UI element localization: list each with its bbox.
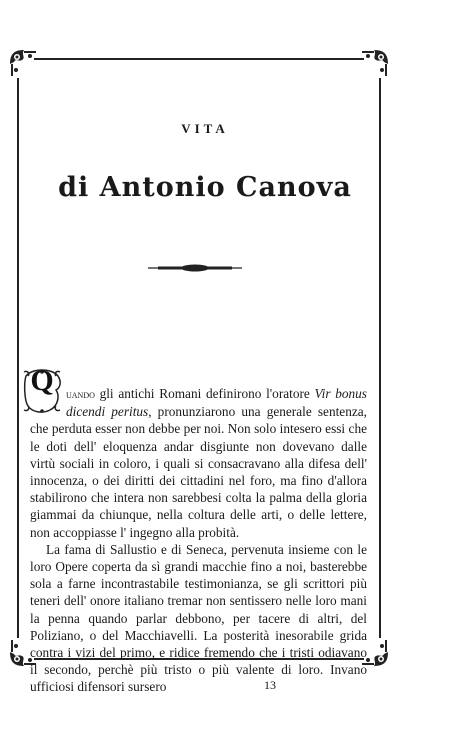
section-label: VITA: [181, 121, 229, 136]
page-title: di Antonio Canova: [58, 172, 352, 203]
ornamental-rule-icon: [148, 262, 242, 274]
paragraph-2: La fama di Sallustio e di Seneca, pervenuta insieme con le loro Opere coperta da sì grandi macchie fino a noi, basterebbe sola a farne incontrastabile testimonianza, se gli scrittori più teneri dell' onore italiano tremar non sentissero nelle loro mani la penna quando parlar debbono, per tacere di altri, del Poliziano, o del Macchiavelli. La posterità inesorabile grida contra i vizi del primo, e ridice fremendo che i tristi odiavano il secondo, perchè più tristo o più valente di loro. Invano ufficiosi difensori sursero: [30, 541, 367, 695]
drop-cap-continuation: uando: [66, 387, 95, 401]
border-left-line: [17, 78, 19, 638]
paragraph-1-start: gli antichi Romani definirono l'oratore: [94, 386, 315, 401]
paragraph-1-rest: , pronunziarono una generale sentenza, che perduta esser non debbe per noi. Non solo intesero essi che le doti dell' eloquenza andar disgiunte non dovevano dalle virtù sociali in coloro, i quali si consacravano alla difesa dell' innocenza, o dei diritti dei cittadini nel foro, ma fino d'allora stabilirono che intera non sarebbesi colta la palma della gloria giammai da chiunque, nella coltura delle arti, o delle lettere, non accoppiasse l' ingegno alla probità.: [30, 404, 367, 540]
corner-ornament-top-right: [360, 48, 390, 78]
body-text: [30, 364, 367, 696]
paragraph-1: [30, 364, 367, 541]
drop-cap: [22, 364, 62, 414]
border-top-line: [34, 58, 364, 60]
corner-ornament-top-left: [8, 48, 38, 78]
page-number: 13: [264, 678, 276, 692]
latin-quote: Vir bonus dicendi peritus: [66, 386, 367, 420]
drop-cap-letter: Q: [30, 364, 54, 397]
border-right-line: [379, 78, 381, 638]
